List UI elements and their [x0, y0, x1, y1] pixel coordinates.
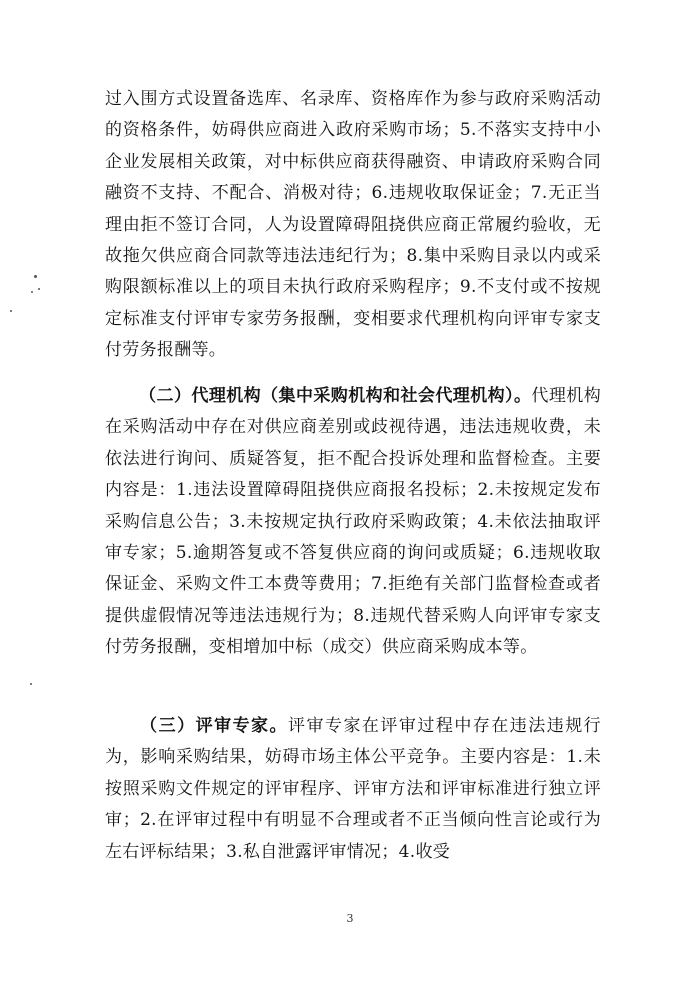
paragraph-text: 过入围方式设置备选库、名录库、资格库作为参与政府采购活动的资格条件，妨碍供应商进入政府采购市场；5.不落实支持中小企业发展相关政策，对中标供应商获得融资、申请政府采购合同融资不支持、不配合、消极对待；6.违规收取保证金；7.无正当理由拒不签订合同，人为设置障碍阻挠供应商正常履约验收，无故拖欠供应商合同款等违法违纪行为；8.集中采购目录以内或采购限额标准以上的项目未执行政府采购程序；9.不支付或不按规定标准支付评审专家劳务报酬，变相要求代理机构向评审专家支付劳务报酬等。 [105, 89, 601, 361]
scan-speck [31, 291, 33, 293]
section-body: 评审专家在评审过程中存在违法违规行为，影响采购结果，妨碍市场主体公平竞争。主要内容是：1.未按照采购文件规定的评审程序、评审方法和评审标准进行独立评审；2.在评审过程中有明显不合理或者不正当倾向性言论或行为左右评标结果；3.私自泄露评审情况；4.收受 [105, 716, 601, 862]
section-experts [105, 711, 601, 868]
paragraph-continuation [105, 84, 601, 367]
scan-speck [10, 310, 12, 312]
section-body: 代理机构在采购活动中存在对供应商差别或歧视待遇，违法违规收费，未依法进行询问、质疑答复，拒不配合投诉处理和监督检查。主要内容是：1.违法设置障碍阻挠供应商报名投标；2.未按规定发布采购信息公告；3.未按规定执行政府采购政策；4.未依法抽取评审专家；5.逾期答复或不答复供应商的询问或质疑；6.违规收取保证金、采购文件工本费等费用；7.拒绝有关部门监督检查或者提供虚假情况等违法违规行为；8.违规代替采购人向评审专家支付劳务报酬，变相增加中标（成交）供应商采购成本等。 [105, 386, 601, 658]
section-heading: （二）代理机构（集中采购机构和社会代理机构）。 [139, 386, 532, 406]
scan-speck [34, 275, 37, 278]
section-heading: （三）评审专家。 [139, 716, 289, 736]
section-agency [105, 381, 601, 664]
scan-speck [30, 683, 32, 685]
page-number: 3 [346, 912, 354, 925]
scan-speck [38, 288, 40, 290]
